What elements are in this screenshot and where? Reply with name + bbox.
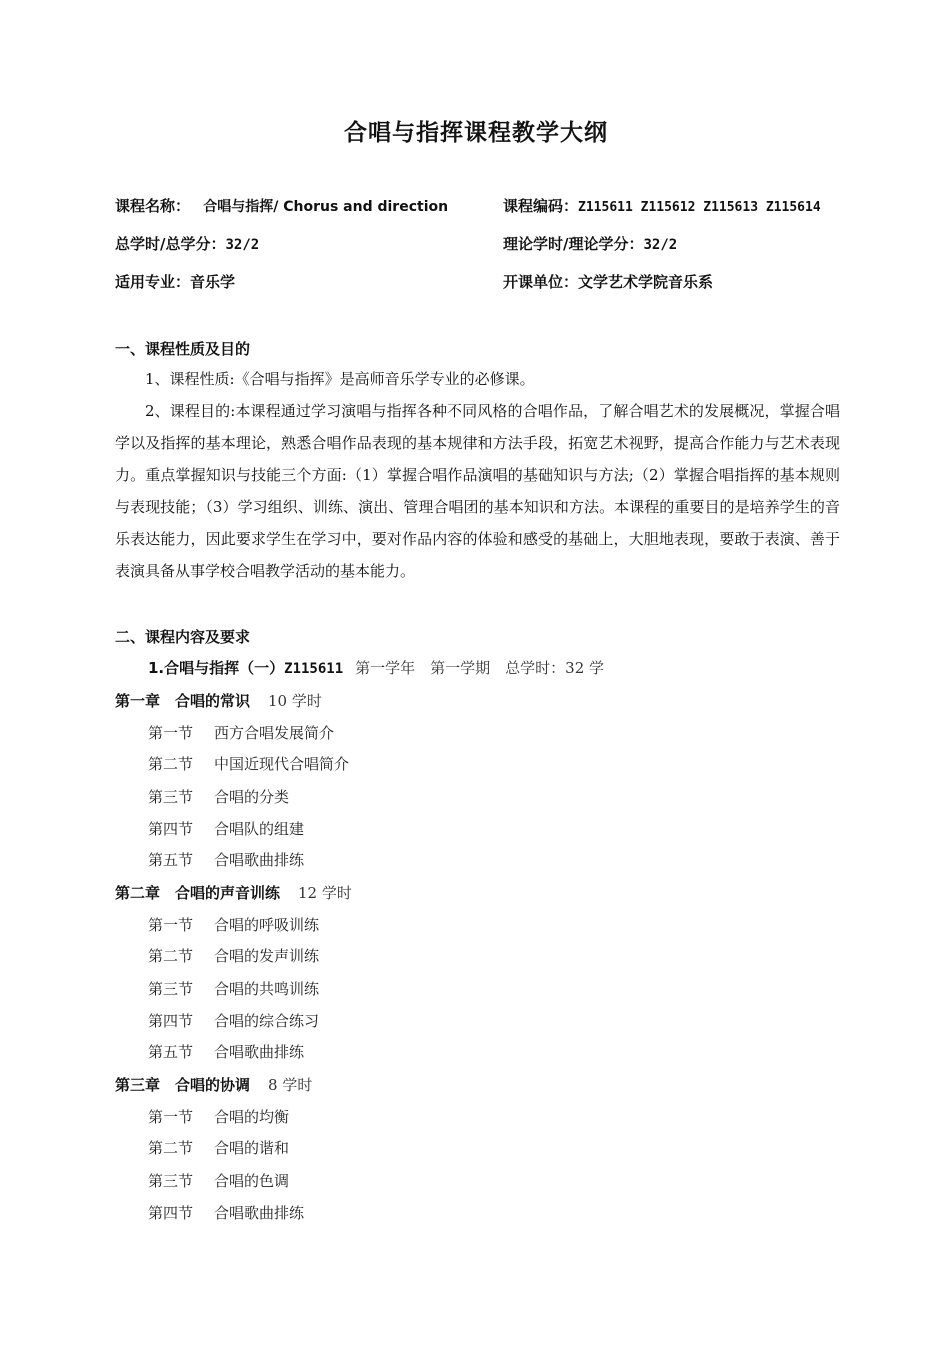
list-item (148, 945, 319, 966)
list-item (148, 753, 349, 774)
course-code-row (503, 195, 821, 216)
total-hours-value: 32/2 (225, 237, 260, 253)
theory-hours-row (503, 233, 677, 254)
section-number: 第三节 (148, 1172, 194, 1190)
list-item (148, 722, 334, 743)
course-purpose-paragraph: 2、课程目的:本课程通过学习演唱与指挥各种不同风格的合唱作品，了解合唱艺术的发展概况，掌握合唱学以及指挥的基本理论，熟悉合唱作品表现的基本规律和方法手段，拓宽艺术视野，提高合作能力与艺术表现力。重点掌握知识与技能三个方面:（1）掌握合唱作品演唱的基础知识与方法;（2）掌握合唱指挥的基本规则与表现技能；（3）学习组织、训练、演出、管理合唱团的基本知识和方法。本课程的重要目的是培养学生的音乐表达能力，因此要求学生在学习中，要对作品内容的体验和感受的基础上，大胆地表现，要敢于表演、善于表演具备从事学校合唱教学活动的基本能力。 (115, 402, 840, 580)
section-name: 合唱歌曲排练 (214, 1043, 305, 1061)
theory-hours-label: 理论学时/理论学分： (503, 235, 644, 253)
chapter-hours: 8 学时 (268, 1076, 313, 1094)
section-name: 合唱的色调 (214, 1172, 290, 1190)
list-item (148, 1106, 289, 1127)
section-name: 合唱的分类 (214, 788, 290, 806)
list-item (148, 818, 304, 839)
list-item (148, 1010, 319, 1031)
major-label: 适用专业： (115, 273, 191, 291)
section-name: 合唱队的组建 (214, 820, 305, 838)
chapter-1-heading (115, 690, 322, 711)
section-1-heading: 一、课程性质及目的 (115, 340, 251, 358)
list-item (148, 1170, 289, 1191)
section-number: 第一节 (148, 1108, 194, 1126)
chapter-title: 第三章 合唱的协调 (115, 1076, 251, 1094)
course-name-row (115, 195, 448, 216)
course-name-label: 课程名称： (115, 197, 191, 215)
course-nature-paragraph: 1、课程性质:《合唱与指挥》是高师音乐学专业的必修课。 (145, 370, 535, 388)
section-number: 第三节 (148, 788, 194, 806)
list-item (148, 786, 289, 807)
chapter-hours: 10 学时 (268, 692, 322, 710)
section-number: 第一节 (148, 724, 194, 742)
list-item (148, 849, 304, 870)
subcourse-heading (148, 657, 604, 678)
section-name: 合唱的均衡 (214, 1108, 290, 1126)
section-name: 合唱的发声训练 (214, 947, 320, 965)
section-number: 第四节 (148, 1204, 194, 1222)
list-item (148, 978, 319, 999)
course-code-label: 课程编码： (503, 197, 579, 215)
list-item (148, 914, 319, 935)
chapter-title: 第一章 合唱的常识 (115, 692, 251, 710)
course-code-value: Z115611 Z115612 Z115613 Z115614 (578, 200, 821, 215)
list-item (148, 1202, 304, 1223)
section-number: 第三节 (148, 980, 194, 998)
section-name: 中国近现代合唱简介 (214, 755, 350, 773)
unit-value: 文学艺术学院音乐系 (578, 273, 714, 291)
section-number: 第一节 (148, 916, 194, 934)
theory-hours-value: 32/2 (643, 237, 678, 253)
total-hours-label: 总学时/总学分： (115, 235, 226, 253)
section-name: 西方合唱发展简介 (214, 724, 335, 742)
chapter-2-heading (115, 882, 352, 903)
major-row (115, 271, 235, 292)
section-number: 第二节 (148, 1139, 194, 1157)
section-name: 合唱的共鸣训练 (214, 980, 320, 998)
section-number: 第四节 (148, 1012, 194, 1030)
chapter-3-heading (115, 1074, 312, 1095)
chapter-hours: 12 学时 (298, 884, 352, 902)
section-number: 第五节 (148, 851, 194, 869)
subcourse-code: Z115611 (284, 661, 344, 677)
total-hours-row (115, 233, 259, 254)
major-value: 音乐学 (190, 273, 236, 291)
document-title: 合唱与指挥课程教学大纲 (344, 120, 608, 146)
section-name: 合唱歌曲排练 (214, 1204, 305, 1222)
section-name: 合唱歌曲排练 (214, 851, 305, 869)
section-1-body (115, 363, 840, 587)
section-name: 合唱的综合练习 (214, 1012, 320, 1030)
section-name: 合唱的谐和 (214, 1139, 290, 1157)
list-item (148, 1137, 289, 1158)
list-item (148, 1041, 304, 1062)
unit-label: 开课单位： (503, 273, 579, 291)
section-number: 第二节 (148, 947, 194, 965)
section-number: 第二节 (148, 755, 194, 773)
section-2-heading: 二、课程内容及要求 (115, 628, 251, 646)
unit-row (503, 271, 713, 292)
course-name-value: 合唱与指挥/ Chorus and direction (203, 199, 449, 215)
section-number: 第四节 (148, 820, 194, 838)
section-number: 第五节 (148, 1043, 194, 1061)
subcourse-info: 第一学年 第一学期 总学时：32 学 (355, 659, 605, 677)
subcourse-title: 1.合唱与指挥（一） (148, 659, 285, 677)
chapter-title: 第二章 合唱的声音训练 (115, 884, 281, 902)
section-name: 合唱的呼吸训练 (214, 916, 320, 934)
